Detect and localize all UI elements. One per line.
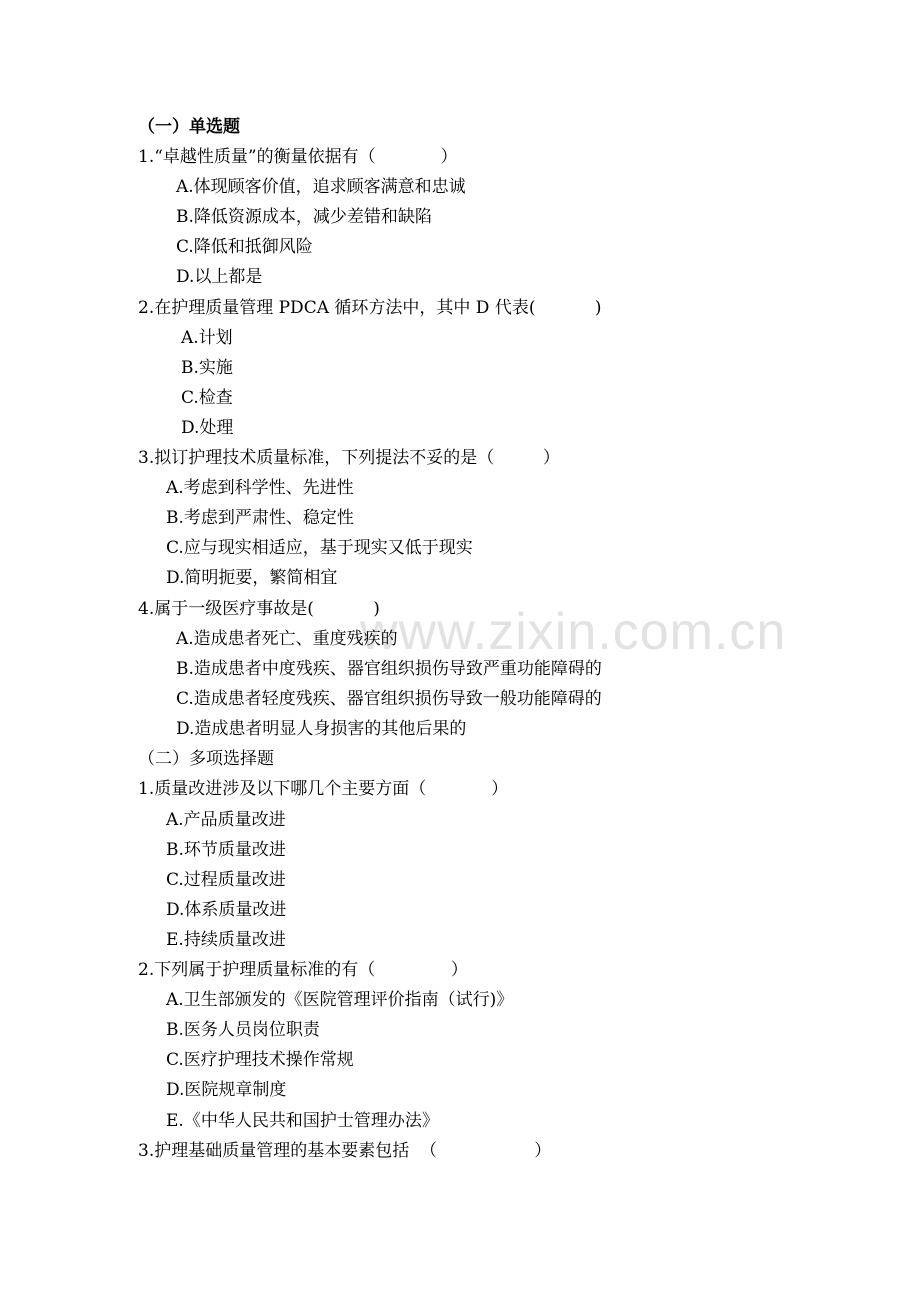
question-option: A.计划 [181, 328, 233, 348]
question-option: C.医疗护理技术操作常规 [166, 1050, 354, 1070]
question-stem: 2.在护理质量管理 PDCA 循环方法中，其中 D 代表( ) [138, 298, 602, 318]
question-option: D.处理 [181, 418, 234, 438]
question-option: E.持续质量改进 [166, 930, 286, 950]
question-stem: 1.质量改进涉及以下哪几个主要方面（ ） [138, 779, 509, 799]
question-option: D.以上都是 [176, 267, 263, 287]
question-option: B.造成患者中度残疾、器官组织损伤导致严重功能障碍的 [176, 659, 602, 679]
question-option: B.实施 [181, 358, 233, 378]
section-heading-single: （一）单选题 [138, 117, 240, 137]
question-option: A.考虑到科学性、先进性 [166, 478, 354, 498]
section-heading-multiple: （二）多项选择题 [138, 749, 274, 769]
question-option: A.造成患者死亡、重度残疾的 [176, 629, 398, 649]
question-option: A.卫生部颁发的《医院管理评价指南（试行)》 [166, 990, 514, 1010]
question-option: D.体系质量改进 [166, 900, 287, 920]
question-stem: 3.护理基础质量管理的基本要素包括 （ ） [138, 1141, 552, 1161]
question-option: D.医院规章制度 [166, 1080, 287, 1100]
question-option: A.体现顾客价值，追求顾客满意和忠诚 [176, 177, 466, 197]
question-stem: 3.拟订护理技术质量标准，下列提法不妥的是（ ） [138, 448, 560, 468]
question-option: B.医务人员岗位职责 [166, 1020, 320, 1040]
question-option: D.简明扼要，繁简相宜 [166, 568, 338, 588]
question-option: C.应与现实相适应，基于现实又低于现实 [166, 538, 473, 558]
question-option: C.造成患者轻度残疾、器官组织损伤导致一般功能障碍的 [176, 689, 602, 709]
question-option: B.降低资源成本，减少差错和缺陷 [176, 207, 432, 227]
question-option: C.过程质量改进 [166, 870, 286, 890]
question-option: A.产品质量改进 [166, 810, 286, 830]
question-option: E.《中华人民共和国护士管理办法》 [166, 1111, 439, 1131]
question-stem: 4.属于一级医疗事故是( ) [138, 599, 380, 619]
question-option: D.造成患者明显人身损害的其他后果的 [176, 719, 467, 739]
question-stem: 1.“卓越性质量”的衡量依据有（ ） [138, 147, 458, 167]
watermark: www.zixin.com.cn [360, 603, 787, 661]
question-option: B.考虑到严肃性、稳定性 [166, 508, 354, 528]
question-option: C.降低和抵御风险 [176, 237, 313, 257]
question-stem: 2.下列属于护理质量标准的有（ ） [138, 960, 468, 980]
question-option: B.环节质量改进 [166, 840, 286, 860]
question-option: C.检查 [181, 388, 233, 408]
